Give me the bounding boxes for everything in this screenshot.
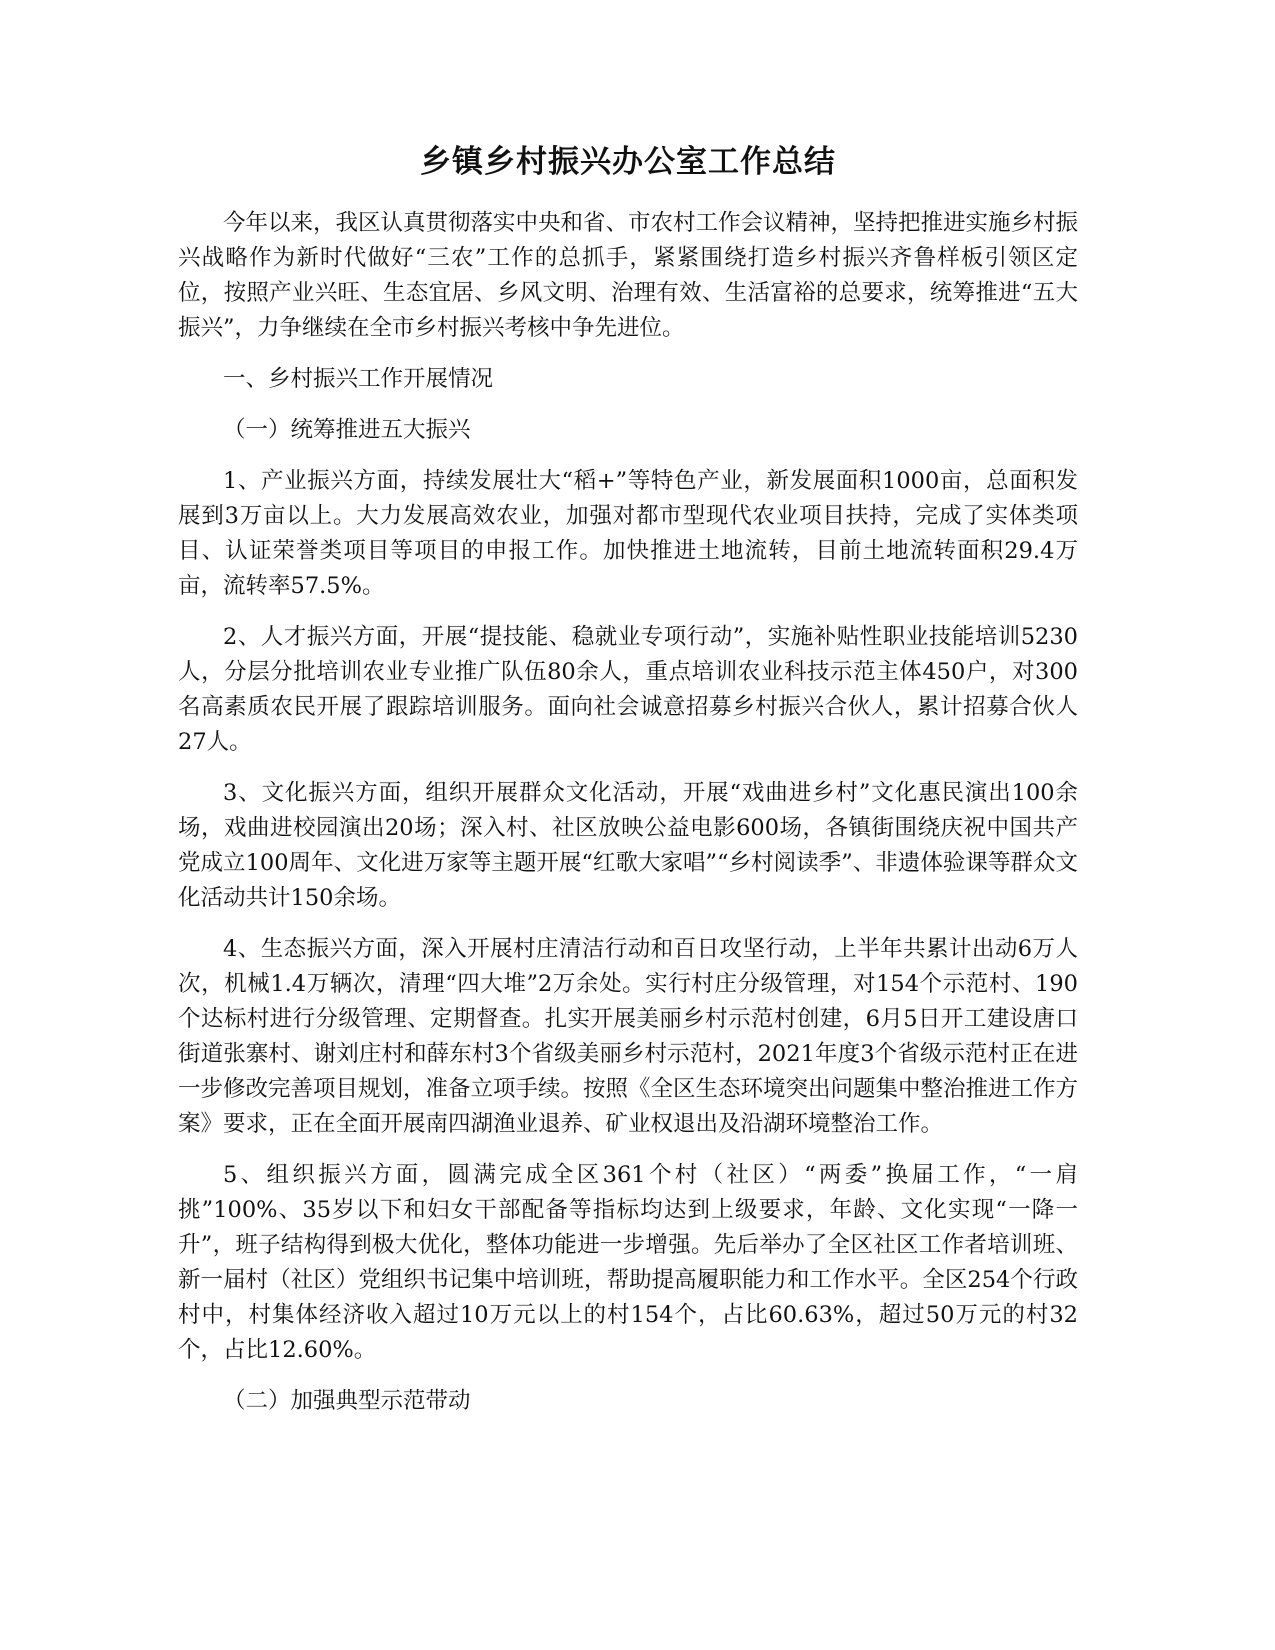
document-title: 乡镇乡村振兴办公室工作总结 — [420, 144, 836, 180]
section-heading-1: 一、乡村振兴工作开展情况 — [223, 366, 494, 392]
paragraph-organization: 5、组织振兴方面，圆满完成全区361个村（社区）“两委”换届工作，“一肩挑”100%、35岁以下和妇女干部配备等指标均达到上级要求，年龄、文化实现“一降一升”，班子结构得到极大优化，整体功能进一步增强。先后举办了全区社区工作者培训班、新一届村（社区）党组织书记集中培训班，帮助提高履职能力和工作水平。全区254个行政村中，村集体经济收入超过10万元以上的村154个，占比60.63%，超过50万元的村32个，占比12.60%。 — [178, 1162, 1078, 1363]
subsection-heading-2: （二）加强典型示范带动 — [223, 1388, 471, 1414]
paragraph-industry: 1、产业振兴方面，持续发展壮大“稻+”等特色产业，新发展面积1000亩，总面积发展到3万亩以上。大力发展高效农业，加强对都市型现代农业项目扶持，完成了实体类项目、认证荣誉类项目等项目的申报工作。加快推进土地流转，目前土地流转面积29.4万亩，流转率57.5%。 — [178, 468, 1078, 599]
intro-paragraph: 今年以来，我区认真贯彻落实中央和省、市农村工作会议精神，坚持把推进实施乡村振兴战略作为新时代做好“三农”工作的总抓手，紧紧围绕打造乡村振兴齐鲁样板引领区定位，按照产业兴旺、生态宜居、乡风文明、治理有效、生活富裕的总要求，统筹推进“五大振兴”，力争继续在全市乡村振兴考核中争先进位。 — [178, 210, 1079, 341]
paragraph-ecology: 4、生态振兴方面，深入开展村庄清洁行动和百日攻坚行动，上半年共累计出动6万人次，机械1.4万辆次，清理“四大堆”2万余处。实行村庄分级管理，对154个示范村、190个达标村进行分级管理、定期督查。扎实开展美丽乡村示范村创建，6月5日开工建设唐口街道张寨村、谢刘庄村和薛东村3个省级美丽乡村示范村，2021年度3个省级示范村正在进一步修改完善项目规划，准备立项手续。按照《全区生态环境突出问题集中整治推进工作方案》要求，正在全面开展南四湖渔业退养、矿业权退出及沿湖环境整治工作。 — [178, 936, 1079, 1137]
paragraph-talent: 2、人才振兴方面，开展“提技能、稳就业专项行动”，实施补贴性职业技能培训5230人，分层分批培训农业专业推广队伍80余人，重点培训农业科技示范主体450户，对300名高素质农民开展了跟踪培训服务。面向社会诚意招募乡村振兴合伙人，累计招募合伙人27人。 — [178, 624, 1078, 755]
document-page — [178, 140, 1078, 1435]
paragraph-culture: 3、文化振兴方面，组织开展群众文化活动，开展“戏曲进乡村”文化惠民演出100余场，戏曲进校园演出20场；深入村、社区放映公益电影600场，各镇街围绕庆祝中国共产党成立100周年、文化进万家等主题开展“红歌大家唱”“乡村阅读季”、非遗体验课等群众文化活动共计150余场。 — [178, 780, 1078, 911]
subsection-heading-1: （一）统筹推进五大振兴 — [223, 417, 471, 443]
